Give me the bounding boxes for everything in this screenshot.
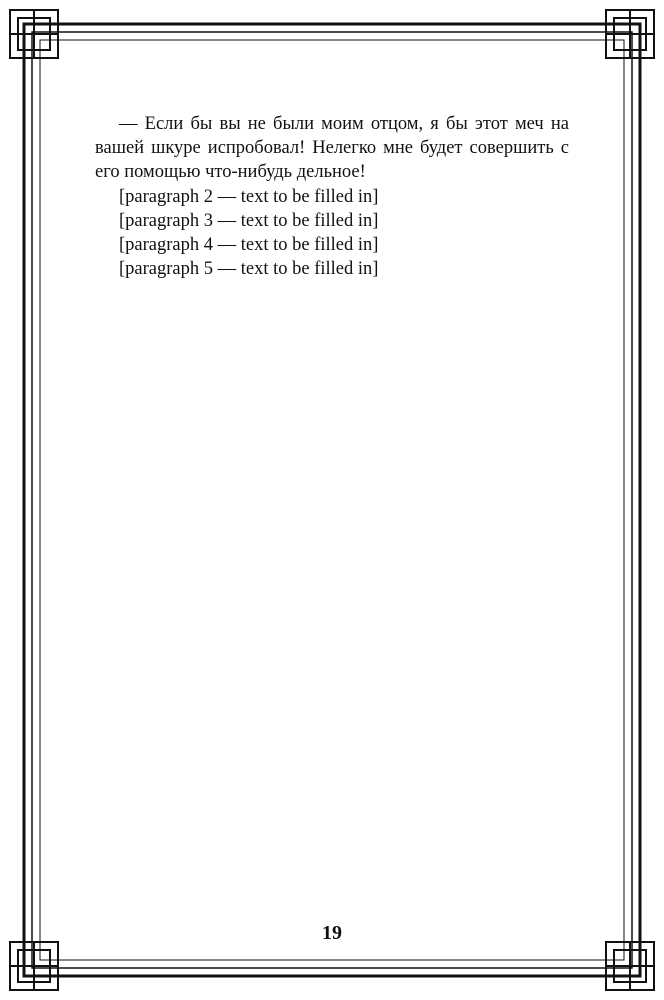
corner-knot-icon — [10, 942, 58, 990]
paragraph: [paragraph 4 — text to be filled in] — [119, 235, 379, 256]
paragraph: [paragraph 5 — text to be filled in] — [119, 259, 379, 280]
corner-knot-icon — [606, 10, 654, 58]
paragraph: — Если бы вы не были моим отцом, я бы этот меч на вашей шкуре испробовал! Нелегко мне будет совершить с его помощью что-нибудь дельное! — [95, 114, 569, 183]
corner-knot-icon — [10, 10, 58, 58]
paragraph: [paragraph 3 — text to be filled in] — [119, 210, 379, 231]
corner-knot-icon — [606, 942, 654, 990]
page-number: 19 — [322, 922, 342, 944]
paragraph: [paragraph 2 — text to be filled in] — [119, 186, 379, 207]
main-text — [95, 112, 569, 872]
